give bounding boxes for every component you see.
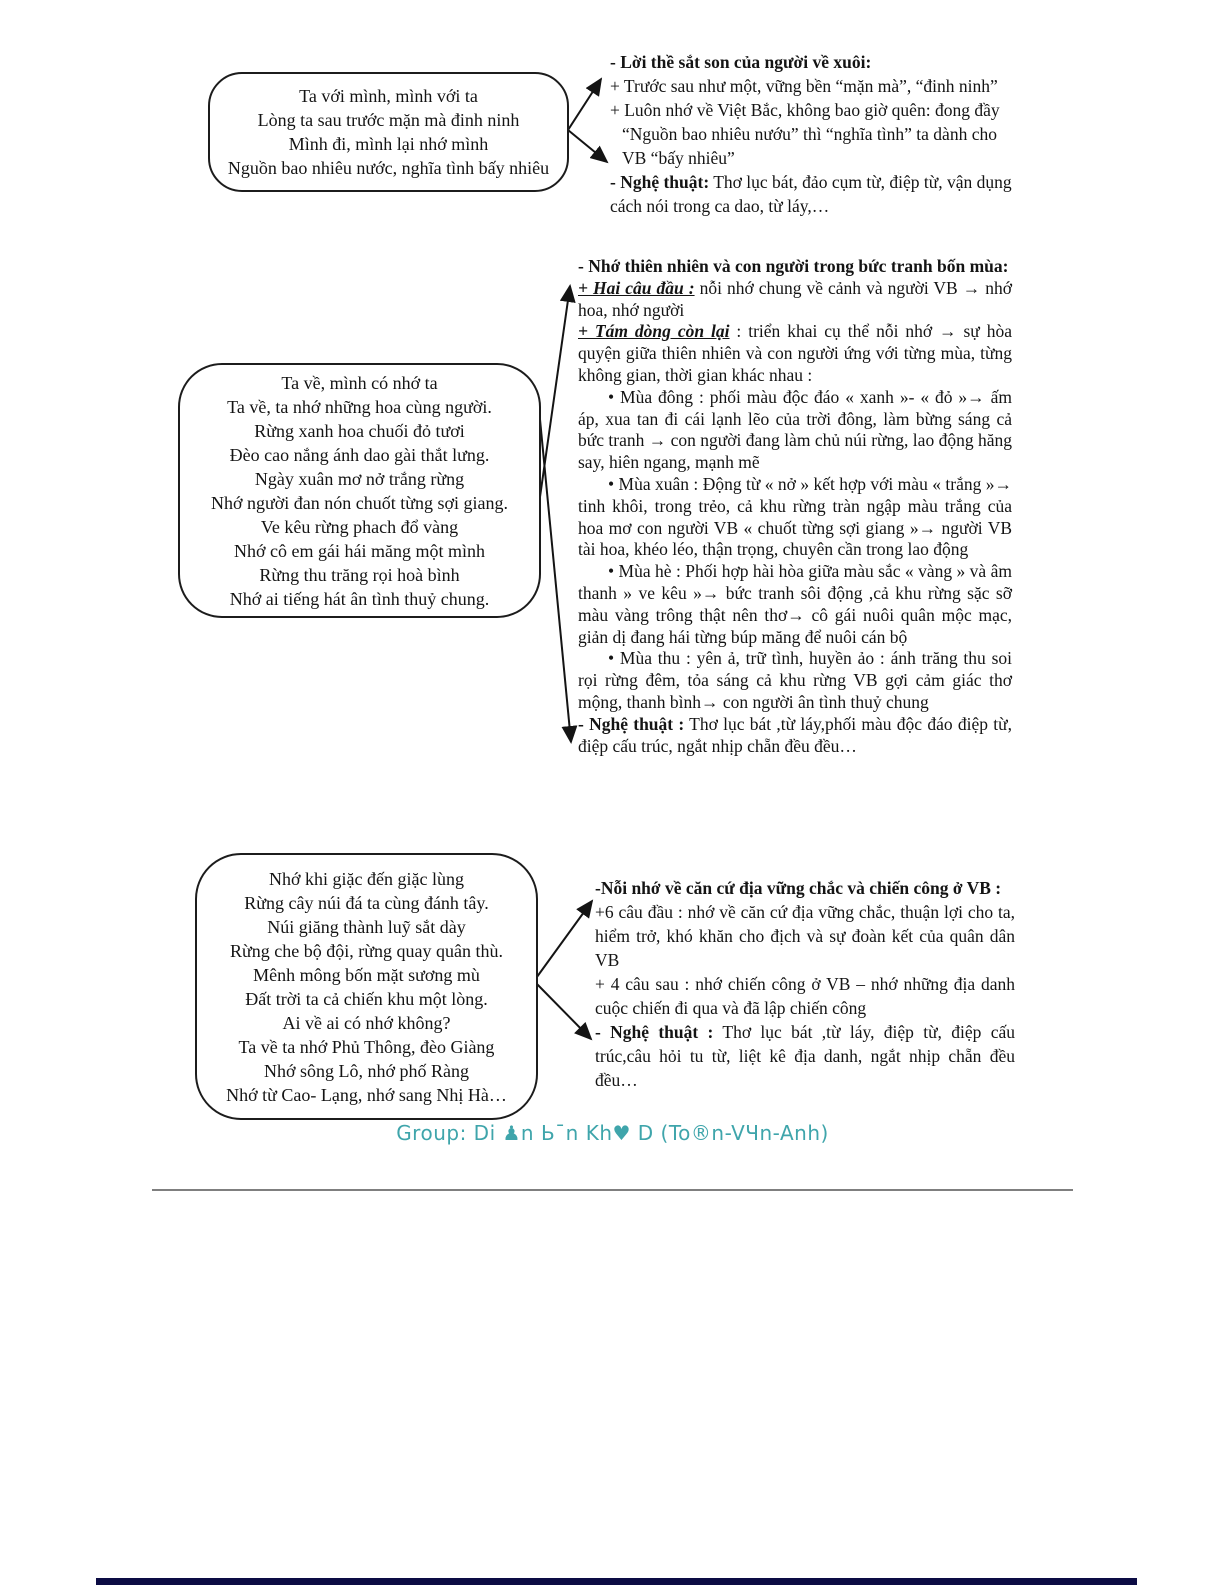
poem-line: Ngày xuân mơ nở trắng rừng xyxy=(254,468,465,489)
poem-line: Ai về ai có nhớ không? xyxy=(282,1012,451,1033)
poem-line: Ta về, ta nhớ những hoa cùng người. xyxy=(227,396,492,417)
bottom-page-bar xyxy=(96,1578,1137,1585)
poem-line: Nhớ cô em gái hái măng một mình xyxy=(234,540,485,561)
poem-line: Đất trời ta cả chiến khu một lòng. xyxy=(245,988,488,1009)
arrow-section3-up-icon xyxy=(534,901,592,981)
poem-line: Nhớ từ Cao- Lạng, nhớ sang Nhị Hà… xyxy=(226,1084,507,1105)
poem-line: Ve kêu rừng phach đổ vàng xyxy=(260,516,459,537)
note-bullet-winter xyxy=(578,387,1012,474)
note-paragraph xyxy=(595,972,1015,1020)
poem-line: Nhớ sông Lô, nhớ phố Ràng xyxy=(263,1060,470,1081)
note-heading-text: - Lời thề sắt son của người về xuôi: xyxy=(610,52,872,72)
poem-line: Mình đi, mình lại nhớ mình xyxy=(288,134,489,154)
note-paragraph xyxy=(610,170,1024,218)
note-label: - Nghệ thuật : xyxy=(595,1022,714,1042)
notes-block-2 xyxy=(578,256,1012,757)
note-heading-text: -Nỗi nhớ về căn cứ địa vững chắc và chiến công ở VB : xyxy=(595,878,1002,898)
poem-line: Mênh mông bốn mặt sương mù xyxy=(253,964,480,985)
note-text: • Mùa hè : Phối hợp hài hòa giữa màu sắc « vàng » và âm thanh » ve kêu »→ bức tranh sôi động ,cả khu rừng sặc sỡ màu vàng trông thật nên thơ→ cô gái nuôi quân mộc mạc, giản dị đang hái từng búp măng để nuôi cán bộ xyxy=(578,561,1012,647)
poem-line: Nguồn bao nhiêu nước, nghĩa tình bấy nhiêu xyxy=(227,158,550,178)
note-label: + Hai câu đầu : xyxy=(578,277,695,298)
poem-line: Lòng ta sau trước mặn mà đinh ninh xyxy=(257,110,520,130)
note-paragraph xyxy=(595,1020,1015,1092)
note-text: Thơ lục bát ,từ láy, điệp từ, điệp cấu trúc,câu hỏi tu từ, liệt kê địa danh, ngắt nhịp chẵn đều đều… xyxy=(595,1022,1015,1090)
note-text: nỗi nhớ chung về cảnh và người VB → nhớ hoa, nhớ người xyxy=(578,277,1012,320)
poem-line: Núi giăng thành luỹ sắt dày xyxy=(267,916,466,937)
notes-block-3 xyxy=(595,876,1015,1092)
note-paragraph xyxy=(578,321,1012,386)
note-text: Thơ lục bát ,từ láy,phối màu độc đáo điệp từ, điệp cấu trúc, ngắt nhịp chẵn đều đều… xyxy=(578,713,1012,756)
arrow-section2-down-icon xyxy=(539,409,571,742)
note-paragraph xyxy=(578,714,1012,758)
note-text: • Mùa thu : yên ả, trữ tình, huyền ảo : ánh trăng thu soi rọi rừng đêm, tỏa sáng cả khu rừng VB gợi cảm giác thơ mộng, thanh bình→ con người ân tình thuỷ chung xyxy=(578,648,1012,712)
poem-box-1 xyxy=(208,72,569,192)
note-heading xyxy=(595,876,1015,900)
poem-line: Rừng che bộ đội, rừng quay quân thù. xyxy=(230,940,503,961)
arrow-section1-down-icon xyxy=(568,130,607,162)
note-text: • Mùa đông : phối màu độc đáo « xanh »- « đỏ »→ ấm áp, xua tan đi cái lạnh lẽo của trời đông, làm bừng sáng cả bức tranh → con người đang làm chủ núi rừng, lao động hăng say, hiên ngang, mạnh mẽ xyxy=(578,386,1012,473)
note-paragraph xyxy=(578,278,1012,322)
note-text: + Luôn nhớ về Việt Bắc, không bao giờ quên: đong đầy “Nguồn bao nhiêu nướu” thì “nghĩa tình” ta dành cho VB “bấy nhiêu” xyxy=(610,100,1000,168)
note-paragraph xyxy=(595,900,1015,972)
note-text: + Trước sau như một, vững bền “mặn mà”, “đinh ninh” xyxy=(610,76,998,96)
poem-line: Ta về, mình có nhớ ta xyxy=(281,372,438,393)
note-paragraph xyxy=(610,98,1024,170)
arrow-section1-up-icon xyxy=(568,79,601,130)
notes-block-1 xyxy=(610,50,1024,218)
note-text: + 4 câu sau : nhớ chiến công ở VB – nhớ những địa danh cuộc chiến đi qua và đã lập chiến công xyxy=(595,974,1015,1018)
note-bullet-autumn xyxy=(578,648,1012,713)
note-label: + Tám dòng còn lại xyxy=(578,321,730,342)
note-label: - Nghệ thuật: xyxy=(610,172,710,192)
poem-box-2 xyxy=(178,363,541,618)
poem-line: Nhớ người đan nón chuốt từng sợi giang. xyxy=(210,492,509,513)
footer-group-credit: Group: Di ♟n Ь¯n Kh♥ D (To®n-VЧn-Anh) xyxy=(396,1121,829,1145)
poem-line: Đèo cao nắng ánh dao gài thắt lưng. xyxy=(229,444,490,465)
horizontal-rule xyxy=(152,1189,1073,1191)
poem-line: Ta với mình, mình với ta xyxy=(299,86,478,106)
arrow-section2-up-icon xyxy=(538,286,570,511)
poem-line: Nhớ khi giặc đến giặc lùng xyxy=(269,868,464,889)
note-text: • Mùa xuân : Động từ « nở » kết hợp với màu « trắng »→ tinh khôi, trong trẻo, cả khu rừng tràn ngập màu trắng của hoa mơ con người VB « chuốt từng sợi giang »→ người VB tài hoa, khéo léo, thận trọng, chuyên cần trong lao động xyxy=(578,473,1012,560)
note-label: - Nghệ thuật : xyxy=(578,713,685,734)
poem-line: Rừng cây núi đá ta cùng đánh tây. xyxy=(244,892,489,913)
note-heading xyxy=(578,256,1012,278)
poem-line: Ta về ta nhớ Phủ Thông, đèo Giàng xyxy=(238,1036,495,1057)
note-bullet-summer xyxy=(578,561,1012,648)
note-bullet-spring xyxy=(578,474,1012,561)
poem-line: Rừng thu trăng rọi hoà bình xyxy=(259,564,460,585)
note-text: Thơ lục bát, đảo cụm từ, điệp từ, vận dụng cách nói trong ca dao, từ láy,… xyxy=(610,172,1012,216)
note-heading-text: - Nhớ thiên nhiên và con người trong bức tranh bốn mùa: xyxy=(578,256,1009,276)
poem-line: Rừng xanh hoa chuối đỏ tươi xyxy=(254,420,465,441)
poem-box-3 xyxy=(195,853,538,1120)
note-paragraph xyxy=(610,74,1024,98)
note-text: : triển khai cụ thể nỗi nhớ → sự hòa quyện giữa thiên nhiên và con người ứng với từng mùa, từng không gian, thời gian khác nhau : xyxy=(578,321,1012,385)
arrow-section3-down-icon xyxy=(534,981,591,1039)
note-text: +6 câu đầu : nhớ về căn cứ địa vững chắc, thuận lợi cho ta, hiểm trở, khó khăn cho địch và sự đoàn kết của quân dân VB xyxy=(595,902,1015,970)
poem-line: Nhớ ai tiếng hát ân tình thuỷ chung. xyxy=(229,588,490,609)
note-heading xyxy=(610,50,1024,74)
